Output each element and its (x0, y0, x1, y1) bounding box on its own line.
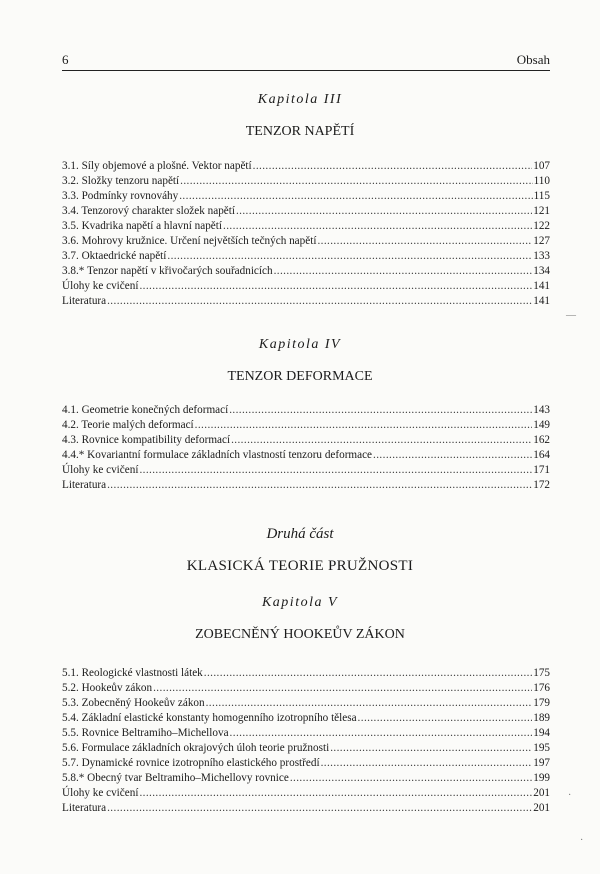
leader-dots (139, 279, 532, 294)
toc-entry-label: Úlohy ke cvičení (62, 280, 139, 292)
leader-dots (206, 696, 533, 711)
toc-entry[interactable] (62, 681, 550, 696)
chapter5-title: ZOBECNĚNÝ HOOKEŮV ZÁKON (195, 627, 405, 642)
toc-entry-page: 143 (533, 404, 550, 416)
toc-entry[interactable] (62, 249, 550, 264)
leader-dots (179, 189, 532, 204)
toc-entry-page: 172 (533, 479, 550, 491)
toc-entry-page: 134 (533, 265, 550, 277)
page-header (62, 52, 550, 71)
toc-entry-label: 3.1. Síly objemové a plošné. Vektor napětí (62, 160, 252, 172)
toc-entry[interactable] (62, 219, 550, 234)
leader-dots (230, 726, 533, 741)
leader-dots (253, 159, 533, 174)
leader-dots (274, 264, 533, 279)
toc-entry[interactable] (62, 463, 550, 478)
chapter4-title: TENZOR DEFORMACE (227, 369, 373, 384)
leader-dots (373, 448, 532, 463)
toc-entry[interactable] (62, 403, 550, 418)
toc-entry-page: 189 (533, 712, 550, 724)
toc-entry-page: 199 (533, 772, 550, 784)
toc-entry[interactable] (62, 189, 550, 204)
toc-entry-page: 201 (533, 787, 550, 799)
toc-entry[interactable] (62, 696, 550, 711)
running-title: Obsah (516, 52, 550, 67)
toc-entry-label: 5.7. Dynamické rovnice izotropního elastického prostředí (62, 757, 320, 769)
toc-entry[interactable] (62, 159, 550, 174)
toc-entry-page: 162 (533, 434, 550, 446)
leader-dots (107, 801, 532, 816)
leader-dots (204, 666, 532, 681)
toc-entry[interactable] (62, 666, 550, 681)
toc-entry-page: 194 (533, 727, 550, 739)
toc-entry-label: Úlohy ke cvičení (62, 464, 139, 476)
toc-entry-page: 201 (533, 802, 550, 814)
toc-entry[interactable] (62, 801, 550, 816)
toc-entry-label: 5.1. Reologické vlastnosti látek (62, 667, 203, 679)
scan-artifact: · (568, 790, 572, 801)
toc-entry-page: 179 (533, 697, 550, 709)
toc-entry-label: 5.5. Rovnice Beltramiho–Michellova (62, 727, 229, 739)
toc-entry-label: Literatura (62, 802, 107, 814)
toc-entry[interactable] (62, 786, 550, 801)
toc-entry-label: 3.5. Kvadrika napětí a hlavní napětí (62, 220, 222, 232)
toc-entry-page: 133 (533, 250, 550, 262)
toc-entry[interactable] (62, 726, 550, 741)
toc-entry-label: 5.2. Hookeův zákon (62, 682, 153, 694)
page-number: 6 (62, 52, 69, 67)
toc-entry[interactable] (62, 756, 550, 771)
chapter5-label: Kapitola V (261, 595, 339, 610)
toc-entry[interactable] (62, 234, 550, 249)
toc-entry-label: 3.2. Složky tenzoru napětí (62, 175, 180, 187)
toc-entry[interactable] (62, 204, 550, 219)
toc-entry-label: 4.4.* Kovariantní formulace základních vlastností tenzoru deformace (62, 449, 373, 461)
toc-entry-page: 107 (533, 160, 550, 172)
chapter3-title: TENZOR NAPĚTÍ (245, 124, 355, 139)
leader-dots (321, 756, 533, 771)
chapter3-toc (62, 159, 550, 309)
toc-entry-page: 197 (533, 757, 550, 769)
leader-dots (153, 681, 532, 696)
toc-entry-label: 3.4. Tenzorový charakter složek napětí (62, 205, 235, 217)
leader-dots (358, 711, 533, 726)
toc-entry-label: 4.3. Rovnice kompatibility deformací (62, 434, 231, 446)
toc-entry-page: 141 (533, 295, 550, 307)
toc-entry[interactable] (62, 279, 550, 294)
scan-artifact: · (580, 835, 584, 846)
part2-title: KLASICKÁ TEORIE PRUŽNOSTI (186, 558, 414, 574)
toc-entry-label: 5.3. Zobecněný Hookeův zákon (62, 697, 205, 709)
toc-entry-page: 176 (533, 682, 550, 694)
toc-entry[interactable] (62, 294, 550, 309)
leader-dots (231, 433, 532, 448)
toc-entry[interactable] (62, 418, 550, 433)
chapter4-toc (62, 403, 550, 493)
toc-entry[interactable] (62, 433, 550, 448)
toc-entry-page: 164 (533, 449, 550, 461)
toc-entry-page: 171 (533, 464, 550, 476)
toc-entry-label: Literatura (62, 479, 107, 491)
toc-entry-page: 110 (533, 175, 550, 187)
leader-dots (195, 418, 533, 433)
chapter5-toc (62, 666, 550, 816)
toc-entry[interactable] (62, 771, 550, 786)
toc-entry-label: 5.8.* Obecný tvar Beltramiho–Michellovy rovnice (62, 772, 289, 784)
leader-dots (167, 249, 532, 264)
leader-dots (317, 234, 532, 249)
toc-entry[interactable] (62, 174, 550, 189)
leader-dots (139, 463, 532, 478)
leader-dots (223, 219, 532, 234)
toc-entry-page: 141 (533, 280, 550, 292)
toc-entry-label: Literatura (62, 295, 107, 307)
toc-entry-page: 195 (533, 742, 550, 754)
leader-dots (330, 741, 532, 756)
toc-entry-page: 127 (533, 235, 550, 247)
leader-dots (236, 204, 532, 219)
leader-dots (229, 403, 532, 418)
toc-entry-label: Úlohy ke cvičení (62, 787, 139, 799)
toc-entry-label: 4.2. Teorie malých deformací (62, 419, 194, 431)
toc-entry-page: 149 (533, 419, 550, 431)
leader-dots (107, 478, 532, 493)
toc-entry-label: 3.6. Mohrovy kružnice. Určení největších tečných napětí (62, 235, 317, 247)
part2-label: Druhá část (266, 526, 334, 542)
leader-dots (180, 174, 532, 189)
toc-entry-label: 3.3. Podmínky rovnováhy (62, 190, 179, 202)
scan-artifact: — (566, 310, 576, 321)
toc-entry-label: 4.1. Geometrie konečných deformací (62, 404, 229, 416)
toc-entry-page: 122 (533, 220, 550, 232)
toc-entry[interactable] (62, 264, 550, 279)
toc-entry[interactable] (62, 741, 550, 756)
leader-dots (290, 771, 532, 786)
toc-entry-page: 175 (533, 667, 550, 679)
toc-entry[interactable] (62, 478, 550, 493)
chapter4-label: Kapitola IV (258, 337, 342, 352)
chapter3-label: Kapitola III (257, 92, 343, 107)
toc-entry-label: 5.4. Základní elastické konstanty homogenního izotropního tělesa (62, 712, 357, 724)
toc-entry[interactable] (62, 448, 550, 463)
toc-entry-label: 3.7. Oktaedrické napětí (62, 250, 167, 262)
toc-entry-page: 121 (533, 205, 550, 217)
toc-entry-page: 115 (533, 190, 550, 202)
leader-dots (107, 294, 532, 309)
leader-dots (139, 786, 532, 801)
toc-entry[interactable] (62, 711, 550, 726)
toc-entry-label: 5.6. Formulace základních okrajových úloh teorie pružnosti (62, 742, 330, 754)
toc-entry-label: 3.8.* Tenzor napětí v křivočarých souřadnicích (62, 265, 273, 277)
